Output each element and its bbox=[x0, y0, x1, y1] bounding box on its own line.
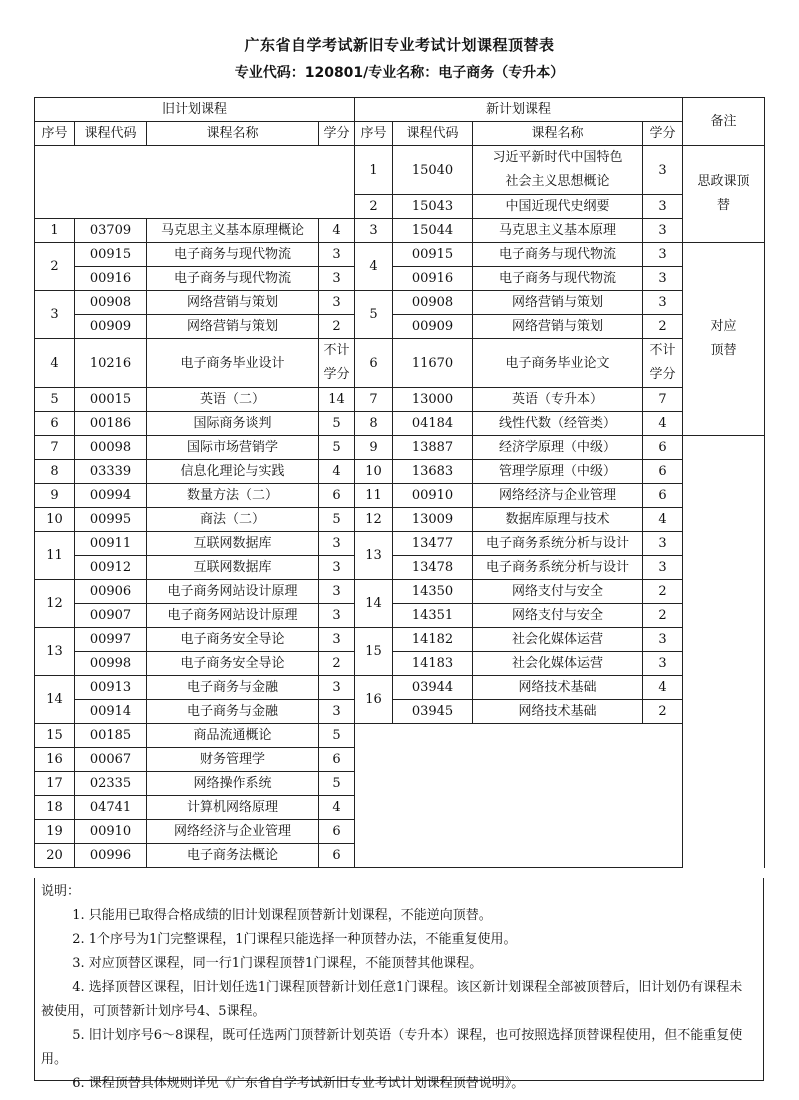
new-seq-cell: 12 bbox=[355, 508, 393, 532]
old-name-cell: 网络操作系统 bbox=[147, 772, 319, 796]
old-credit-cell: 5 bbox=[319, 772, 355, 796]
old-code-cell: 04741 bbox=[75, 796, 147, 820]
old-seq-cell: 11 bbox=[35, 532, 75, 580]
table-row bbox=[35, 243, 765, 267]
new-name-cell: 网络技术基础 bbox=[473, 700, 643, 724]
new-code-cell: 13009 bbox=[393, 508, 473, 532]
new-seq-cell: 5 bbox=[355, 291, 393, 339]
new-credit-cell: 3 bbox=[643, 291, 683, 315]
new-credit-cell: 2 bbox=[643, 604, 683, 628]
old-code-cell: 00912 bbox=[75, 556, 147, 580]
table-row bbox=[35, 676, 765, 700]
old-code-cell: 00998 bbox=[75, 652, 147, 676]
new-name-cell: 电子商务系统分析与设计 bbox=[473, 556, 643, 580]
new-name-cell: 电子商务与现代物流 bbox=[473, 243, 643, 267]
old-code-cell: 00997 bbox=[75, 628, 147, 652]
old-code-cell: 00186 bbox=[75, 412, 147, 436]
new-name-cell: 网络经济与企业管理 bbox=[473, 484, 643, 508]
old-code-cell: 00916 bbox=[75, 267, 147, 291]
old-code-cell: 00907 bbox=[75, 604, 147, 628]
header-row-2 bbox=[35, 122, 765, 146]
new-credit-cell: 3 bbox=[643, 652, 683, 676]
new-seq-cell: 13 bbox=[355, 532, 393, 580]
substitution-table bbox=[34, 97, 765, 868]
new-credit-cell: 6 bbox=[643, 484, 683, 508]
old-name-cell: 网络营销与策划 bbox=[147, 315, 319, 339]
old-credit-cell: 2 bbox=[319, 652, 355, 676]
old-credit-cell: 6 bbox=[319, 748, 355, 772]
old-code-cell: 00185 bbox=[75, 724, 147, 748]
old-name-cell: 计算机网络原理 bbox=[147, 796, 319, 820]
note-2: 2. 1个序号为1门完整课程，1门课程只能选择一种顶替办法，不能重复使用。 bbox=[72, 932, 517, 947]
old-name-cell: 英语（二） bbox=[147, 388, 319, 412]
notes-section bbox=[34, 878, 764, 1091]
header-row-1 bbox=[35, 98, 765, 122]
notes-heading: 说明： bbox=[41, 884, 81, 899]
old-code-cell: 00909 bbox=[75, 315, 147, 339]
new-seq-cell: 11 bbox=[355, 484, 393, 508]
new-code-cell: 03944 bbox=[393, 676, 473, 700]
new-name-cell: 管理学原理（中级） bbox=[473, 460, 643, 484]
old-name-cell: 电子商务与现代物流 bbox=[147, 267, 319, 291]
table-row bbox=[35, 146, 765, 195]
old-seq-cell: 13 bbox=[35, 628, 75, 676]
table-row bbox=[35, 267, 765, 291]
old-seq-header: 序号 bbox=[35, 122, 75, 146]
new-credit-cell: 3 bbox=[643, 267, 683, 291]
new-code-cell: 00916 bbox=[393, 267, 473, 291]
old-name-cell: 电子商务网站设计原理 bbox=[147, 604, 319, 628]
new-code-cell: 03945 bbox=[393, 700, 473, 724]
old-credit-cell: 3 bbox=[319, 267, 355, 291]
new-credit-cell: 3 bbox=[643, 532, 683, 556]
new-code-cell: 00909 bbox=[393, 315, 473, 339]
new-credit-cell: 不计学分 bbox=[643, 339, 683, 388]
old-credit-cell: 5 bbox=[319, 724, 355, 748]
old-seq-cell: 16 bbox=[35, 748, 75, 772]
new-credit-header: 学分 bbox=[643, 122, 683, 146]
new-credit-cell: 3 bbox=[643, 556, 683, 580]
table-row bbox=[35, 604, 765, 628]
new-name-cell: 电子商务毕业论文 bbox=[473, 339, 643, 388]
new-seq-cell: 1 bbox=[355, 146, 393, 195]
new-name-cell: 英语（专升本） bbox=[473, 388, 643, 412]
old-code-cell: 00015 bbox=[75, 388, 147, 412]
new-name-cell: 马克思主义基本原理 bbox=[473, 219, 643, 243]
new-code-cell: 13683 bbox=[393, 460, 473, 484]
old-code-cell: 00914 bbox=[75, 700, 147, 724]
old-plan-header: 旧计划课程 bbox=[35, 98, 355, 122]
old-credit-cell: 3 bbox=[319, 676, 355, 700]
old-credit-cell: 5 bbox=[319, 412, 355, 436]
old-seq-cell: 6 bbox=[35, 412, 75, 436]
new-code-cell: 14183 bbox=[393, 652, 473, 676]
old-name-cell: 数量方法（二） bbox=[147, 484, 319, 508]
old-seq-cell: 7 bbox=[35, 436, 75, 460]
new-code-cell: 04184 bbox=[393, 412, 473, 436]
old-name-cell: 电子商务毕业设计 bbox=[147, 339, 319, 388]
table-row bbox=[35, 700, 765, 724]
new-seq-cell: 14 bbox=[355, 580, 393, 628]
old-credit-cell: 2 bbox=[319, 315, 355, 339]
new-code-cell: 13887 bbox=[393, 436, 473, 460]
old-seq-cell: 2 bbox=[35, 243, 75, 291]
old-seq-cell: 8 bbox=[35, 460, 75, 484]
old-name-cell: 电子商务网站设计原理 bbox=[147, 580, 319, 604]
old-code-cell: 00067 bbox=[75, 748, 147, 772]
remark-ideology: 思政课顶替 bbox=[683, 146, 765, 243]
table-row bbox=[35, 652, 765, 676]
old-seq-cell: 20 bbox=[35, 844, 75, 868]
old-seq-cell: 19 bbox=[35, 820, 75, 844]
old-credit-cell: 4 bbox=[319, 460, 355, 484]
old-name-cell: 马克思主义基本原理概论 bbox=[147, 219, 319, 243]
empty-old-cell bbox=[35, 146, 355, 219]
old-code-cell: 00996 bbox=[75, 844, 147, 868]
new-name-cell: 网络技术基础 bbox=[473, 676, 643, 700]
new-name-cell: 数据库原理与技术 bbox=[473, 508, 643, 532]
old-name-cell: 互联网数据库 bbox=[147, 532, 319, 556]
new-seq-cell: 2 bbox=[355, 195, 393, 219]
new-name-header: 课程名称 bbox=[473, 122, 643, 146]
table-row bbox=[35, 315, 765, 339]
new-credit-cell: 4 bbox=[643, 676, 683, 700]
new-seq-cell: 4 bbox=[355, 243, 393, 291]
table-row bbox=[35, 339, 765, 388]
note-5: 5. 旧计划序号6～8课程，既可任选两门顶替新计划英语（专升本）课程，也可按照选择顶替课程使用，但不能重复使用。 bbox=[41, 1028, 743, 1067]
note-6: 6. 课程顶替具体规则详见《广东省自学考试新旧专业考试计划课程顶替说明》。 bbox=[72, 1076, 525, 1091]
new-code-cell: 00908 bbox=[393, 291, 473, 315]
old-code-cell: 00911 bbox=[75, 532, 147, 556]
new-credit-cell: 2 bbox=[643, 700, 683, 724]
table-row bbox=[35, 508, 765, 532]
new-seq-cell: 16 bbox=[355, 676, 393, 724]
new-code-cell: 11670 bbox=[393, 339, 473, 388]
new-credit-cell: 2 bbox=[643, 580, 683, 604]
new-code-cell: 15040 bbox=[393, 146, 473, 195]
table-row bbox=[35, 628, 765, 652]
remark-header: 备注 bbox=[683, 98, 765, 146]
old-name-cell: 电子商务安全导论 bbox=[147, 652, 319, 676]
empty-new-cell bbox=[355, 724, 683, 868]
old-credit-cell: 5 bbox=[319, 436, 355, 460]
old-code-cell: 03709 bbox=[75, 219, 147, 243]
old-name-cell: 电子商务与金融 bbox=[147, 676, 319, 700]
old-code-cell: 00995 bbox=[75, 508, 147, 532]
new-credit-cell: 7 bbox=[643, 388, 683, 412]
old-name-cell: 信息化理论与实践 bbox=[147, 460, 319, 484]
note-4: 4. 选择顶替区课程，旧计划任选1门课程顶替新计划任意1门课程。该区新计划课程全部被顶替后，旧计划仍有课程未被使用，可顶替新计划序号4、5课程。 bbox=[41, 980, 743, 1019]
new-credit-cell: 3 bbox=[643, 243, 683, 267]
new-seq-cell: 9 bbox=[355, 436, 393, 460]
new-name-cell: 社会化媒体运营 bbox=[473, 628, 643, 652]
page-title: 广东省自学考试新旧专业考试计划课程顶替表 bbox=[244, 36, 555, 54]
new-name-cell: 电子商务与现代物流 bbox=[473, 267, 643, 291]
new-credit-cell: 6 bbox=[643, 436, 683, 460]
old-code-cell: 03339 bbox=[75, 460, 147, 484]
new-credit-cell: 6 bbox=[643, 460, 683, 484]
note-3: 3. 对应顶替区课程，同一行1门课程顶替1门课程，不能顶替其他课程。 bbox=[72, 956, 483, 971]
new-code-cell: 00915 bbox=[393, 243, 473, 267]
old-credit-cell: 3 bbox=[319, 700, 355, 724]
old-seq-cell: 9 bbox=[35, 484, 75, 508]
old-code-cell: 00098 bbox=[75, 436, 147, 460]
old-credit-cell: 不计学分 bbox=[319, 339, 355, 388]
new-seq-cell: 10 bbox=[355, 460, 393, 484]
old-name-cell: 电子商务安全导论 bbox=[147, 628, 319, 652]
old-code-cell: 02335 bbox=[75, 772, 147, 796]
old-name-cell: 网络经济与企业管理 bbox=[147, 820, 319, 844]
new-seq-cell: 7 bbox=[355, 388, 393, 412]
new-plan-header: 新计划课程 bbox=[355, 98, 683, 122]
old-seq-cell: 4 bbox=[35, 339, 75, 388]
new-code-cell: 13000 bbox=[393, 388, 473, 412]
old-name-cell: 互联网数据库 bbox=[147, 556, 319, 580]
new-code-cell: 14351 bbox=[393, 604, 473, 628]
old-credit-cell: 3 bbox=[319, 628, 355, 652]
new-code-cell: 14182 bbox=[393, 628, 473, 652]
table-row bbox=[35, 580, 765, 604]
new-code-cell: 15044 bbox=[393, 219, 473, 243]
old-credit-cell: 6 bbox=[319, 844, 355, 868]
new-credit-cell: 4 bbox=[643, 508, 683, 532]
new-code-cell: 14350 bbox=[393, 580, 473, 604]
old-credit-cell: 3 bbox=[319, 532, 355, 556]
old-name-cell: 电子商务与现代物流 bbox=[147, 243, 319, 267]
new-seq-cell: 6 bbox=[355, 339, 393, 388]
new-seq-cell: 3 bbox=[355, 219, 393, 243]
old-credit-cell: 3 bbox=[319, 243, 355, 267]
table-row bbox=[35, 291, 765, 315]
old-seq-cell: 17 bbox=[35, 772, 75, 796]
new-credit-cell: 4 bbox=[643, 412, 683, 436]
old-code-cell: 00906 bbox=[75, 580, 147, 604]
table-row bbox=[35, 436, 765, 460]
new-seq-header: 序号 bbox=[355, 122, 393, 146]
old-seq-cell: 18 bbox=[35, 796, 75, 820]
old-name-cell: 电子商务与金融 bbox=[147, 700, 319, 724]
new-seq-cell: 15 bbox=[355, 628, 393, 676]
table-row bbox=[35, 484, 765, 508]
new-name-cell: 网络营销与策划 bbox=[473, 291, 643, 315]
old-code-cell: 00908 bbox=[75, 291, 147, 315]
old-code-header: 课程代码 bbox=[75, 122, 147, 146]
old-credit-cell: 6 bbox=[319, 484, 355, 508]
new-name-cell: 电子商务系统分析与设计 bbox=[473, 532, 643, 556]
old-name-cell: 财务管理学 bbox=[147, 748, 319, 772]
table-row bbox=[35, 219, 765, 243]
table-row bbox=[35, 388, 765, 412]
old-seq-cell: 14 bbox=[35, 676, 75, 724]
table-row bbox=[35, 532, 765, 556]
new-name-cell: 网络营销与策划 bbox=[473, 315, 643, 339]
new-name-cell: 网络支付与安全 bbox=[473, 604, 643, 628]
table-row bbox=[35, 724, 765, 748]
new-credit-cell: 2 bbox=[643, 315, 683, 339]
new-name-cell: 经济学原理（中级） bbox=[473, 436, 643, 460]
old-credit-cell: 3 bbox=[319, 604, 355, 628]
old-credit-cell: 14 bbox=[319, 388, 355, 412]
old-seq-cell: 10 bbox=[35, 508, 75, 532]
old-seq-cell: 3 bbox=[35, 291, 75, 339]
table-row bbox=[35, 556, 765, 580]
new-code-cell: 13478 bbox=[393, 556, 473, 580]
old-seq-cell: 1 bbox=[35, 219, 75, 243]
old-code-cell: 00913 bbox=[75, 676, 147, 700]
old-name-cell: 国际商务谈判 bbox=[147, 412, 319, 436]
old-name-cell: 网络营销与策划 bbox=[147, 291, 319, 315]
old-name-cell: 国际市场营销学 bbox=[147, 436, 319, 460]
note-1: 1. 只能用已取得合格成绩的旧计划课程顶替新计划课程，不能逆向顶替。 bbox=[72, 908, 492, 923]
old-credit-cell: 4 bbox=[319, 219, 355, 243]
old-seq-cell: 5 bbox=[35, 388, 75, 412]
new-name-cell: 中国近现代史纲要 bbox=[473, 195, 643, 219]
old-seq-cell: 12 bbox=[35, 580, 75, 628]
new-credit-cell: 3 bbox=[643, 628, 683, 652]
old-name-cell: 电子商务法概论 bbox=[147, 844, 319, 868]
new-code-header: 课程代码 bbox=[393, 122, 473, 146]
old-name-header: 课程名称 bbox=[147, 122, 319, 146]
old-credit-cell: 3 bbox=[319, 291, 355, 315]
old-name-cell: 商品流通概论 bbox=[147, 724, 319, 748]
new-name-cell: 网络支付与安全 bbox=[473, 580, 643, 604]
old-credit-cell: 3 bbox=[319, 556, 355, 580]
new-credit-cell: 3 bbox=[643, 146, 683, 195]
old-name-cell: 商法（二） bbox=[147, 508, 319, 532]
old-code-cell: 00910 bbox=[75, 820, 147, 844]
old-credit-cell: 5 bbox=[319, 508, 355, 532]
old-seq-cell: 15 bbox=[35, 724, 75, 748]
new-name-cell: 社会化媒体运营 bbox=[473, 652, 643, 676]
old-credit-header: 学分 bbox=[319, 122, 355, 146]
old-code-cell: 00915 bbox=[75, 243, 147, 267]
new-credit-cell: 3 bbox=[643, 195, 683, 219]
new-code-cell: 13477 bbox=[393, 532, 473, 556]
table-row bbox=[35, 412, 765, 436]
old-code-cell: 00994 bbox=[75, 484, 147, 508]
new-credit-cell: 3 bbox=[643, 219, 683, 243]
new-name-cell: 线性代数（经管类） bbox=[473, 412, 643, 436]
new-code-cell: 00910 bbox=[393, 484, 473, 508]
new-seq-cell: 8 bbox=[355, 412, 393, 436]
old-credit-cell: 4 bbox=[319, 796, 355, 820]
new-name-cell: 习近平新时代中国特色社会主义思想概论 bbox=[473, 146, 643, 195]
old-credit-cell: 3 bbox=[319, 580, 355, 604]
old-code-cell: 10216 bbox=[75, 339, 147, 388]
remark-corresponding: 对应顶替 bbox=[683, 243, 765, 436]
table-row bbox=[35, 460, 765, 484]
page-subtitle: 专业代码：120801/专业名称：电子商务（专升本） bbox=[234, 65, 565, 81]
new-code-cell: 15043 bbox=[393, 195, 473, 219]
old-credit-cell: 6 bbox=[319, 820, 355, 844]
